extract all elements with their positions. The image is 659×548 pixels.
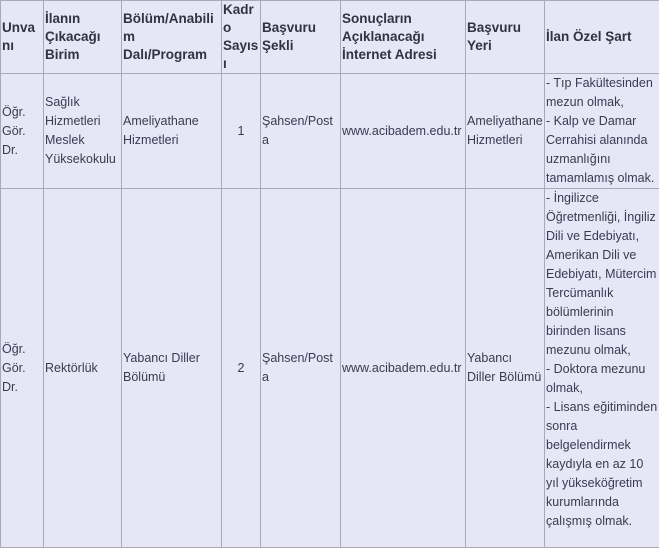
cell-sart: - Tıp Fakültesinden mezun olmak, - Kalp ve Damar Cerrahisi alanında uzmanlığını tamamlamış olmak. [545, 74, 659, 189]
cell-birim: Sağlık Hizmetleri Meslek Yüksekokulu [44, 74, 122, 189]
header-sekil: Başvuru Şekli [261, 1, 341, 74]
cell-yer: Ameliyathane Hizmetleri [466, 74, 545, 189]
cell-bolum: Ameliyathane Hizmetleri [122, 74, 222, 189]
cell-kadro: 2 [222, 189, 261, 548]
header-yer: Başvuru Yeri [466, 1, 545, 74]
cell-sart: - İngilizce Öğretmenliği, İngiliz Dili ve Edebiyatı, Amerikan Dili ve Edebiyatı, Mütercim Tercümanlık bölümlerinin birinden lisans mezunu olmak, - Doktora mezunu olmak, - Lisans eğitiminden sonra belgelendirmek kaydıyla en az 10 yıl yükseköğretim kurumlarında çalışmış olmak. [545, 189, 659, 548]
cell-unvan: Öğr. Gör. Dr. [1, 74, 44, 189]
cell-internet: www.acibadem.edu.tr [341, 189, 466, 548]
header-internet: Sonuçların Açıklanacağı İnternet Adresi [341, 1, 466, 74]
cell-yer: Yabancı Diller Bölümü [466, 189, 545, 548]
cell-bolum: Yabancı Diller Bölümü [122, 189, 222, 548]
cell-sekil: Şahsen/Posta [261, 189, 341, 548]
cell-unvan: Öğr. Gör. Dr. [1, 189, 44, 548]
table-row [1, 74, 659, 189]
table-row [1, 189, 659, 548]
cell-birim: Rektörlük [44, 189, 122, 548]
cell-sekil: Şahsen/Posta [261, 74, 341, 189]
header-sart: İlan Özel Şart [545, 1, 659, 74]
cell-internet: www.acibadem.edu.tr [341, 74, 466, 189]
header-birim: İlanın Çıkacağı Birim [44, 1, 122, 74]
header-row [1, 1, 659, 74]
header-unvan: Unvanı [1, 1, 44, 74]
cell-kadro: 1 [222, 74, 261, 189]
header-kadro: Kadro Sayısı [222, 1, 261, 74]
header-bolum: Bölüm/Anabilim Dalı/Program [122, 1, 222, 74]
